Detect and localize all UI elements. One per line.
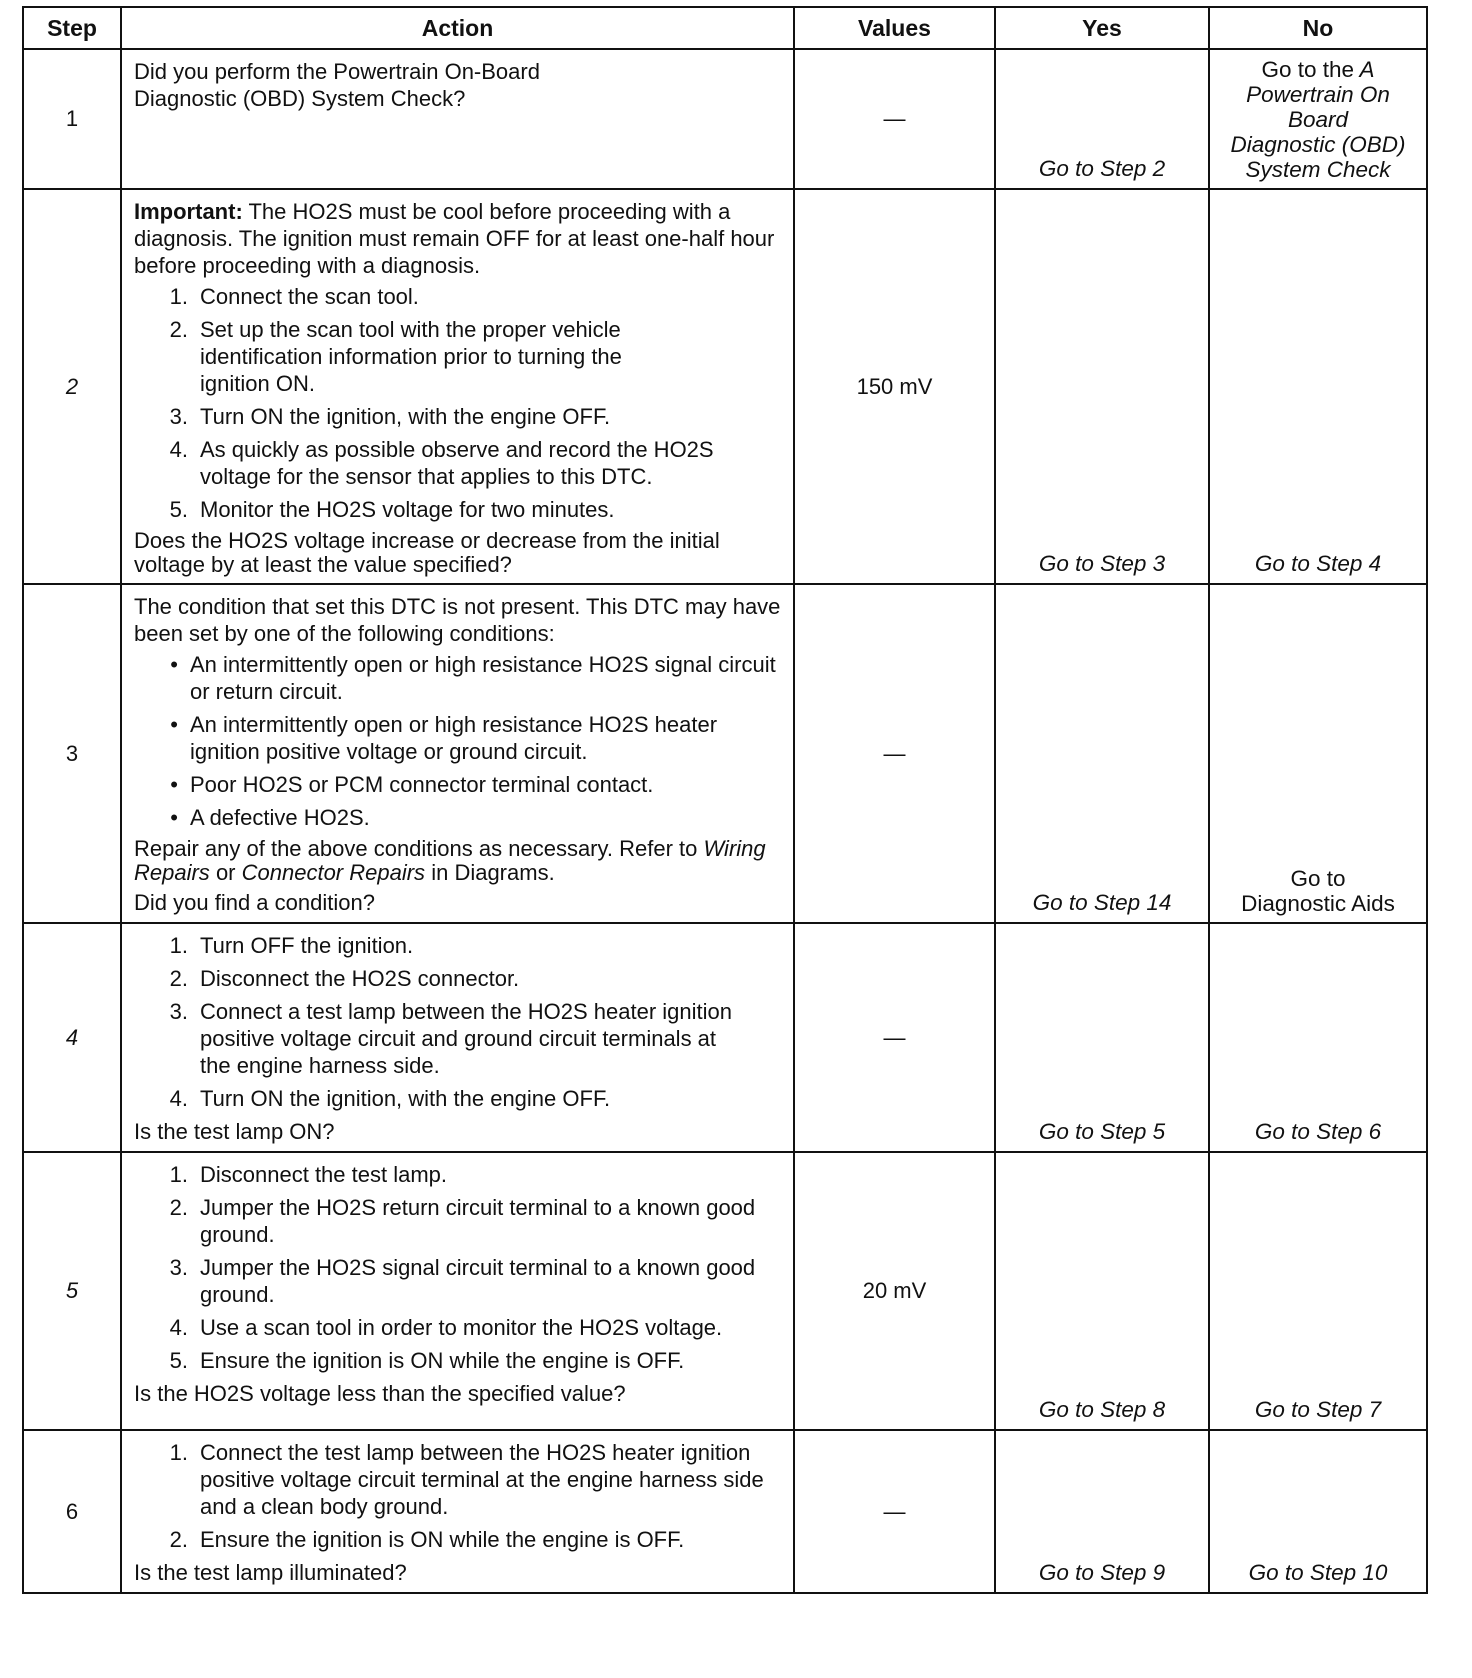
- no-cell: Go to Step 4: [1209, 189, 1427, 584]
- no-line: Go to: [1290, 866, 1346, 891]
- list-item: 4. As quickly as possible observe and record the HO2S voltage for the sensor that applies to this DTC.: [169, 437, 714, 489]
- yes-cell: Go to Step 2: [995, 49, 1209, 189]
- list-item: 3. Connect a test lamp between the HO2S heater ignition positive voltage circuit and ground circuit terminals at the engine harness side.: [169, 999, 732, 1078]
- table-row-step-5: [23, 1152, 1427, 1430]
- list-item: 2. Set up the scan tool with the proper vehicle identification information prior to turning the ignition ON.: [169, 317, 622, 396]
- no-cell: Go to Step 10: [1209, 1430, 1427, 1593]
- step-number: 1: [23, 49, 121, 189]
- yes-cell: Go to Step 9: [995, 1430, 1209, 1593]
- header-yes: Yes: [995, 7, 1209, 49]
- list-item: 3. Turn ON the ignition, with the engine OFF.: [169, 404, 611, 429]
- list-item: 3. Jumper the HO2S signal circuit terminal to a known good ground.: [169, 1255, 756, 1307]
- action-question: Is the test lamp illuminated?: [134, 1560, 407, 1585]
- no-line: Board: [1287, 107, 1349, 132]
- step-number: 6: [23, 1430, 121, 1593]
- value-cell: —: [794, 49, 995, 189]
- action-question: Does the HO2S voltage increase or decrease from the initial voltage by at least the value specified?: [134, 528, 720, 577]
- list-item: 4. Use a scan tool in order to monitor the HO2S voltage.: [169, 1315, 723, 1340]
- action-cell: [121, 189, 794, 584]
- list-item: • A defective HO2S.: [170, 805, 370, 830]
- step-list: [134, 1439, 783, 1553]
- no-line: Diagnostic Aids: [1241, 891, 1395, 916]
- condition-list: [134, 651, 783, 831]
- action-question: Is the HO2S voltage less than the specified value?: [134, 1381, 626, 1406]
- repair-note: Repair any of the above conditions as necessary. Refer to Wiring Repairs or Connector Repairs in Diagrams.: [134, 836, 766, 885]
- action-cell: [121, 49, 794, 189]
- important-note: Important: The HO2S must be cool before proceeding with a diagnosis. The ignition must remain OFF for at least one-half hour before proceeding with a diagnosis.: [134, 199, 775, 278]
- value-cell: —: [794, 584, 995, 923]
- header-no: No: [1209, 7, 1427, 49]
- list-item: 1. Connect the scan tool.: [169, 284, 419, 309]
- list-item: 5. Monitor the HO2S voltage for two minutes.: [169, 497, 615, 522]
- step-list: [134, 932, 783, 1112]
- list-item: 1. Connect the test lamp between the HO2S heater ignition positive voltage circuit terminal at the engine harness side and a clean body ground.: [169, 1440, 764, 1519]
- step-number: 3: [23, 584, 121, 923]
- value-cell: —: [794, 923, 995, 1152]
- no-line: Go to the A: [1261, 57, 1375, 82]
- list-item: 5. Ensure the ignition is ON while the engine is OFF.: [169, 1348, 685, 1373]
- yes-cell: Go to Step 3: [995, 189, 1209, 584]
- list-item: 4. Turn ON the ignition, with the engine OFF.: [169, 1086, 611, 1111]
- table-row-step-3: [23, 584, 1427, 923]
- table-row-step-4: [23, 923, 1427, 1152]
- list-item: 2. Jumper the HO2S return circuit terminal to a known good ground.: [169, 1195, 756, 1247]
- list-item: • Poor HO2S or PCM connector terminal contact.: [170, 772, 654, 797]
- connector-repairs-ref: Connector Repairs: [241, 860, 426, 885]
- step-list: [134, 283, 783, 523]
- table-row-step-1: [23, 49, 1427, 189]
- yes-cell: Go to Step 5: [995, 923, 1209, 1152]
- value-cell: —: [794, 1430, 995, 1593]
- yes-cell: Go to Step 8: [995, 1152, 1209, 1430]
- action-cell: [121, 1430, 794, 1593]
- value-cell: 150 mV: [794, 189, 995, 584]
- condition-intro: The condition that set this DTC is not present. This DTC may have been set by one of the following conditions:: [134, 594, 781, 646]
- no-line: Powertrain On: [1246, 82, 1390, 107]
- step-number: 4: [23, 923, 121, 1152]
- step-list: [134, 1161, 783, 1374]
- list-item: 2. Ensure the ignition is ON while the engine is OFF.: [169, 1527, 685, 1552]
- diagnostic-table: [22, 6, 1428, 1594]
- no-cell: [1209, 49, 1427, 189]
- step-number: 5: [23, 1152, 121, 1430]
- header-row: [23, 7, 1427, 49]
- header-step: Step: [23, 7, 121, 49]
- action-question: Is the test lamp ON?: [134, 1119, 335, 1144]
- yes-cell: Go to Step 14: [995, 584, 1209, 923]
- no-line: System Check: [1245, 157, 1391, 182]
- no-cell: Go to Step 7: [1209, 1152, 1427, 1430]
- action-cell: [121, 1152, 794, 1430]
- list-item: 2. Disconnect the HO2S connector.: [169, 966, 520, 991]
- no-line: Diagnostic (OBD): [1230, 132, 1406, 157]
- action-question: Did you find a condition?: [134, 890, 375, 915]
- no-cell: [1209, 584, 1427, 923]
- action-cell: [121, 584, 794, 923]
- header-action: Action: [121, 7, 794, 49]
- list-item: 1. Disconnect the test lamp.: [169, 1162, 448, 1187]
- step-number: 2: [23, 189, 121, 584]
- wiring-repairs-ref: Wiring Repairs: [134, 836, 766, 885]
- no-cell: Go to Step 6: [1209, 923, 1427, 1152]
- list-item: 1. Turn OFF the ignition.: [169, 933, 414, 958]
- table-row-step-2: [23, 189, 1427, 584]
- header-values: Values: [794, 7, 995, 49]
- action-question: Did you perform the Powertrain On-Board Diagnostic (OBD) System Check?: [134, 59, 540, 111]
- list-item: • An intermittently open or high resistance HO2S heater ignition positive voltage or ground circuit.: [170, 712, 718, 764]
- list-item: • An intermittently open or high resistance HO2S signal circuit or return circuit.: [170, 652, 776, 704]
- action-cell: [121, 923, 794, 1152]
- table-row-step-6: [23, 1430, 1427, 1593]
- value-cell: 20 mV: [794, 1152, 995, 1430]
